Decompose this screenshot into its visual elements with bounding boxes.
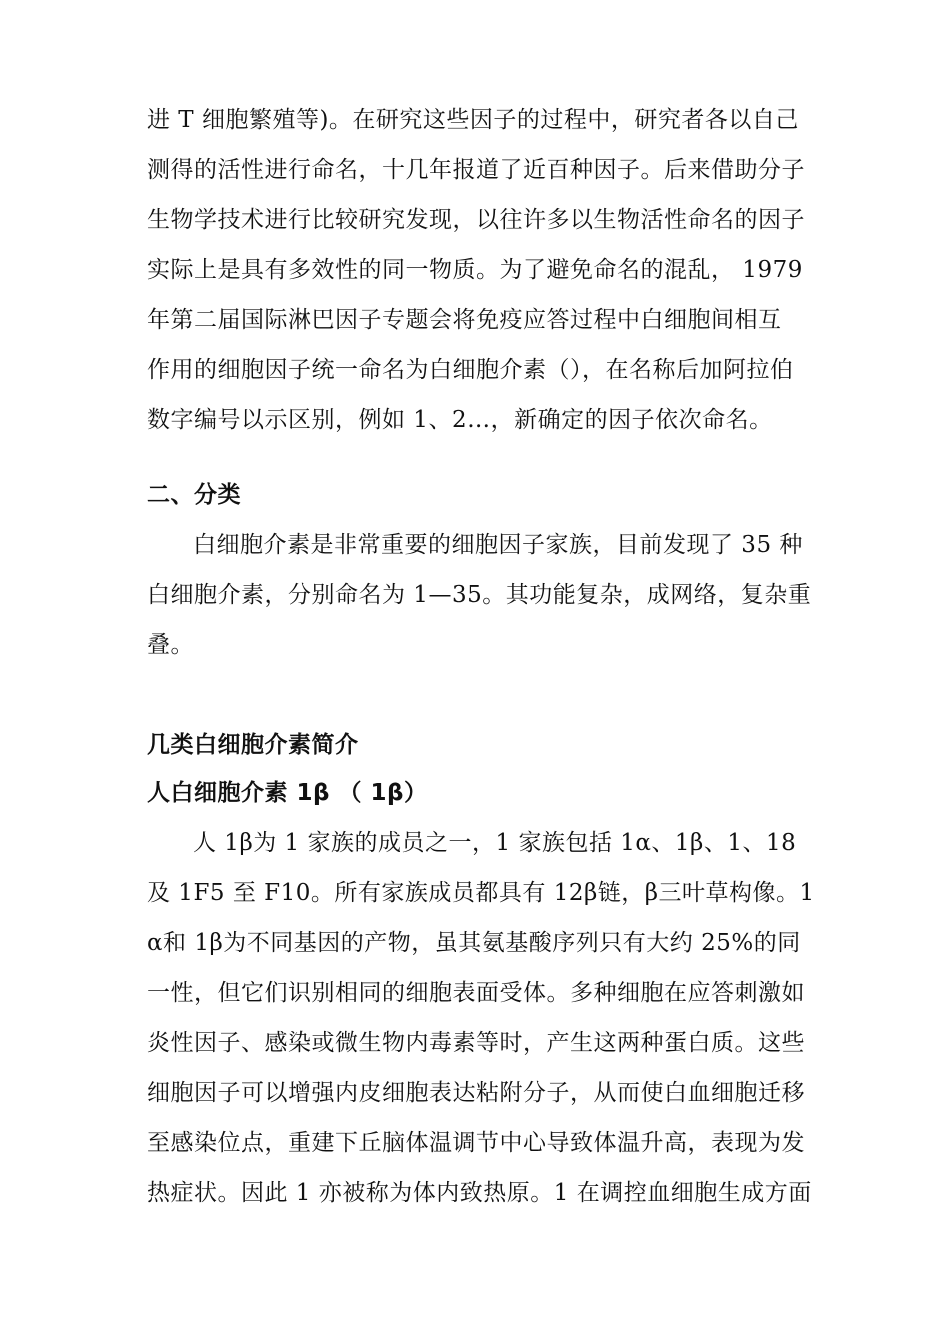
text-line: 测得的活性进行命名，十几年报道了近百种因子。后来借助分子 bbox=[147, 157, 805, 183]
text-line: 炎性因子、感染或微生物内毒素等时，产生这两种蛋白质。这些 bbox=[147, 1030, 805, 1056]
text-line: 细胞因子可以增强内皮细胞表达粘附分子，从而使白血细胞迁移 bbox=[147, 1080, 805, 1106]
text-line: 生物学技术进行比较研究发现，以往许多以生物活性命名的因子 bbox=[147, 207, 805, 233]
text-line: 白细胞介素，分别命名为 1—35。其功能复杂，成网络，复杂重 bbox=[147, 582, 812, 608]
text-line: 及 1F5 至 F10。所有家族成员都具有 12β链，β三叶草构像。1 bbox=[147, 880, 815, 906]
text-line: 数字编号以示区别，例如 1、2…，新确定的因子依次命名。 bbox=[147, 407, 773, 433]
text-line: 白细胞介素是非常重要的细胞因子家族，目前发现了 35 种 bbox=[193, 532, 803, 558]
text-line: 年第二届国际淋巴因子专题会将免疫应答过程中白细胞间相互 bbox=[147, 307, 782, 333]
text-line: 叠。 bbox=[147, 632, 194, 658]
text-line: 一性，但它们识别相同的细胞表面受体。多种细胞在应答刺激如 bbox=[147, 980, 805, 1006]
text-line: 作用的细胞因子统一命名为白细胞介素（），在名称后加阿拉伯 bbox=[147, 357, 794, 383]
text-line: 实际上是具有多效性的同一物质。为了避免命名的混乱， 1979 bbox=[147, 257, 803, 283]
subheading-il1-beta: 人白细胞介素 1β （ 1β） bbox=[147, 780, 428, 806]
section-heading-overview: 几类白细胞介素简介 bbox=[147, 732, 359, 758]
text-line: 人 1β为 1 家族的成员之一，1 家族包括 1α、1β、1、18 bbox=[193, 830, 797, 856]
text-line: 热症状。因此 1 亦被称为体内致热原。1 在调控血细胞生成方面 bbox=[147, 1180, 812, 1206]
text-line: α和 1β为不同基因的产物，虽其氨基酸序列只有大约 25%的同 bbox=[147, 930, 801, 956]
section-heading-classification: 二、分类 bbox=[147, 482, 241, 508]
text-line: 进 T 细胞繁殖等)。在研究这些因子的过程中，研究者各以自己 bbox=[147, 107, 799, 133]
text-line: 至感染位点，重建下丘脑体温调节中心导致体温升高，表现为发 bbox=[147, 1130, 805, 1156]
